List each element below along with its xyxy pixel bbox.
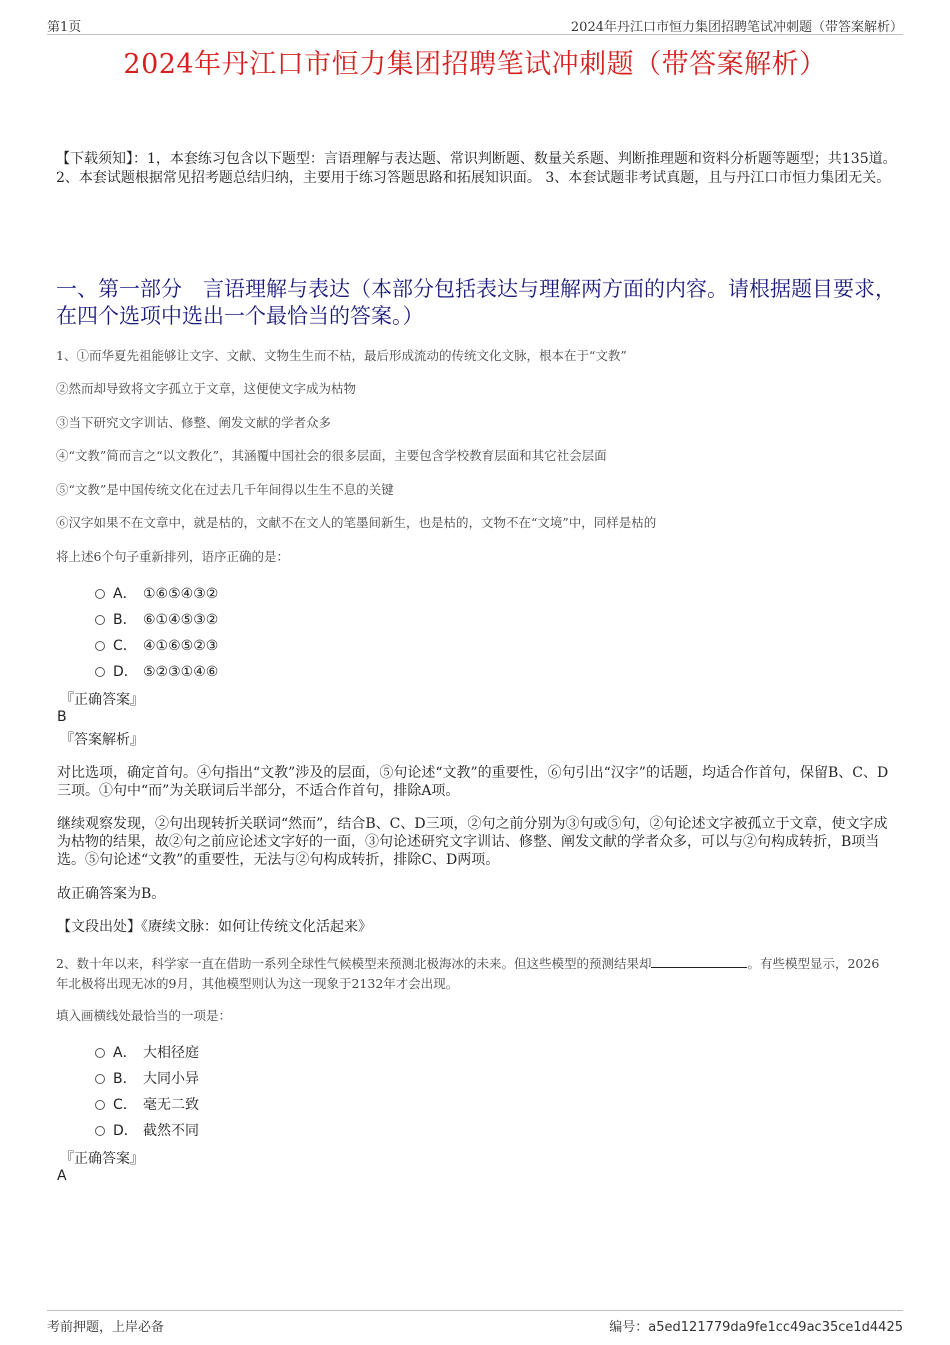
radio-button[interactable] [95,589,105,599]
radio-button[interactable] [95,667,105,677]
q1-analysis-conclusion: 故正确答案为B。 [57,886,166,902]
q2-answer-label: 『正确答案』 [60,1151,144,1167]
q1-option-b[interactable]: B． ⑥①④⑤③② [95,609,218,629]
q1-answer: B [57,709,67,725]
q1-line: ②然而却导致将文字孤立于文章，这便使文字成为枯物 [56,381,357,396]
q1-option-c[interactable]: C． ④①⑥⑤②③ [95,635,218,655]
q1-analysis-paragraph: 对比选项，确定首句。④句指出“文教”涉及的层面，⑤句论述“文教”的重要性，⑥句引出“汉字”的话题，均适合作首句，保留B、C、D三项。①句中“而”为关联词后半部分，不适合作首句，排除A项。 [57,765,889,799]
page-header [47,12,903,35]
q2-stem: 2、数十年以来，科学家一直在借助一系列全球性气候模型来预测北极海冰的未来。但这些模型的预测结果却 。有些模型显示，2026年北极将出现无冰的9月，其他模型则认为这一现象于2132年才会出现。 [56,956,880,991]
footer-slogan: 考前押题，上岸必备 [47,1320,165,1335]
q1-line: ④“文教”简而言之“以文教化”，其涵覆中国社会的很多层面，主要包含学校教育层面和其它社会层面 [56,448,607,463]
q1-prompt: 将上述6个句子重新排列，语序正确的是： [56,549,289,564]
q1-analysis-paragraph: 继续观察发现，②句出现转折关联词“然而”，结合B、C、D三项，②句之前分别为③句或⑤句，②句论述文字被孤立于文章，使文字成为枯物的结果，故②句之前应论述文字好的一面，③句论述研究文字训诂、修整、阐发文献的学者众多，可以与②句构成转折，B项当选。⑤句论述“文教”的重要性，无法与②句构成转折，排除C、D两项。 [57,816,888,868]
q1-option-a[interactable]: A． ①⑥⑤④③② [95,583,218,603]
q1-line: ③当下研究文字训诂、修整、阐发文献的学者众多 [56,415,332,430]
q1-source: 【文段出处】《赓续文脉：如何让传统文化活起来》 [57,919,372,935]
page-title: 2024年丹江口市恒力集团招聘笔试冲刺题（带答案解析） [123,49,827,80]
q1-line: ⑥汉字如果不在文章中，就是枯的，文献不在文人的笔墨间新生，也是枯的，文物不在“文境”中，同样是枯的 [56,515,657,530]
q2-option-c[interactable]: C． 毫无二致 [95,1094,199,1114]
q1-answer-label: 『正确答案』 [60,692,144,708]
fill-blank [651,955,747,968]
section-title: 一、第一部分 言语理解与表达（本部分包括表达与理解两方面的内容。请根据题目要求，在四个选项中选出一个最恰当的答案。） [56,277,896,328]
q2-prompt: 填入画横线处最恰当的一项是： [56,1008,232,1023]
q1-line: 1、①而华夏先祖能够让文字、文献、文物生生而不枯，最后形成流动的传统文化文脉，根本在于“文教” [56,348,627,363]
q1-line: ⑤“文教”是中国传统文化在过去几千年间得以生生不息的关键 [56,482,394,497]
q2-option-d[interactable]: D． 截然不同 [95,1120,199,1140]
radio-button[interactable] [95,641,105,651]
q1-analysis-label: 『答案解析』 [60,732,144,748]
q2-option-b[interactable]: B． 大同小异 [95,1068,199,1088]
radio-button[interactable] [95,615,105,625]
q2-answer: A [57,1168,67,1184]
page-footer [47,1310,903,1335]
radio-button[interactable] [95,1126,105,1136]
header-doc-title: 2024年丹江口市恒力集团招聘笔试冲刺题（带答案解析） [570,20,903,35]
radio-button[interactable] [95,1074,105,1084]
download-notice: 【下载须知】：1，本套练习包含以下题型：言语理解与表达题、常识判断题、数量关系题、判断推理题和资料分析题等题型；共135道。 2、本套试题根据常见招考题总结归纳，主要用于练习答题思路和拓展知识面。 3、本套试题非考试真题，且与丹江口市恒力集团无关。 [56,151,897,186]
radio-button[interactable] [95,1048,105,1058]
q2-option-a[interactable]: A． 大相径庭 [95,1042,199,1062]
radio-button[interactable] [95,1100,105,1110]
page-number: 第1页 [47,20,82,35]
q1-option-d[interactable]: D． ⑤②③①④⑥ [95,661,218,681]
footer-code: 编号：a5ed121779da9fe1cc49ac35ce1d4425 [609,1320,903,1335]
